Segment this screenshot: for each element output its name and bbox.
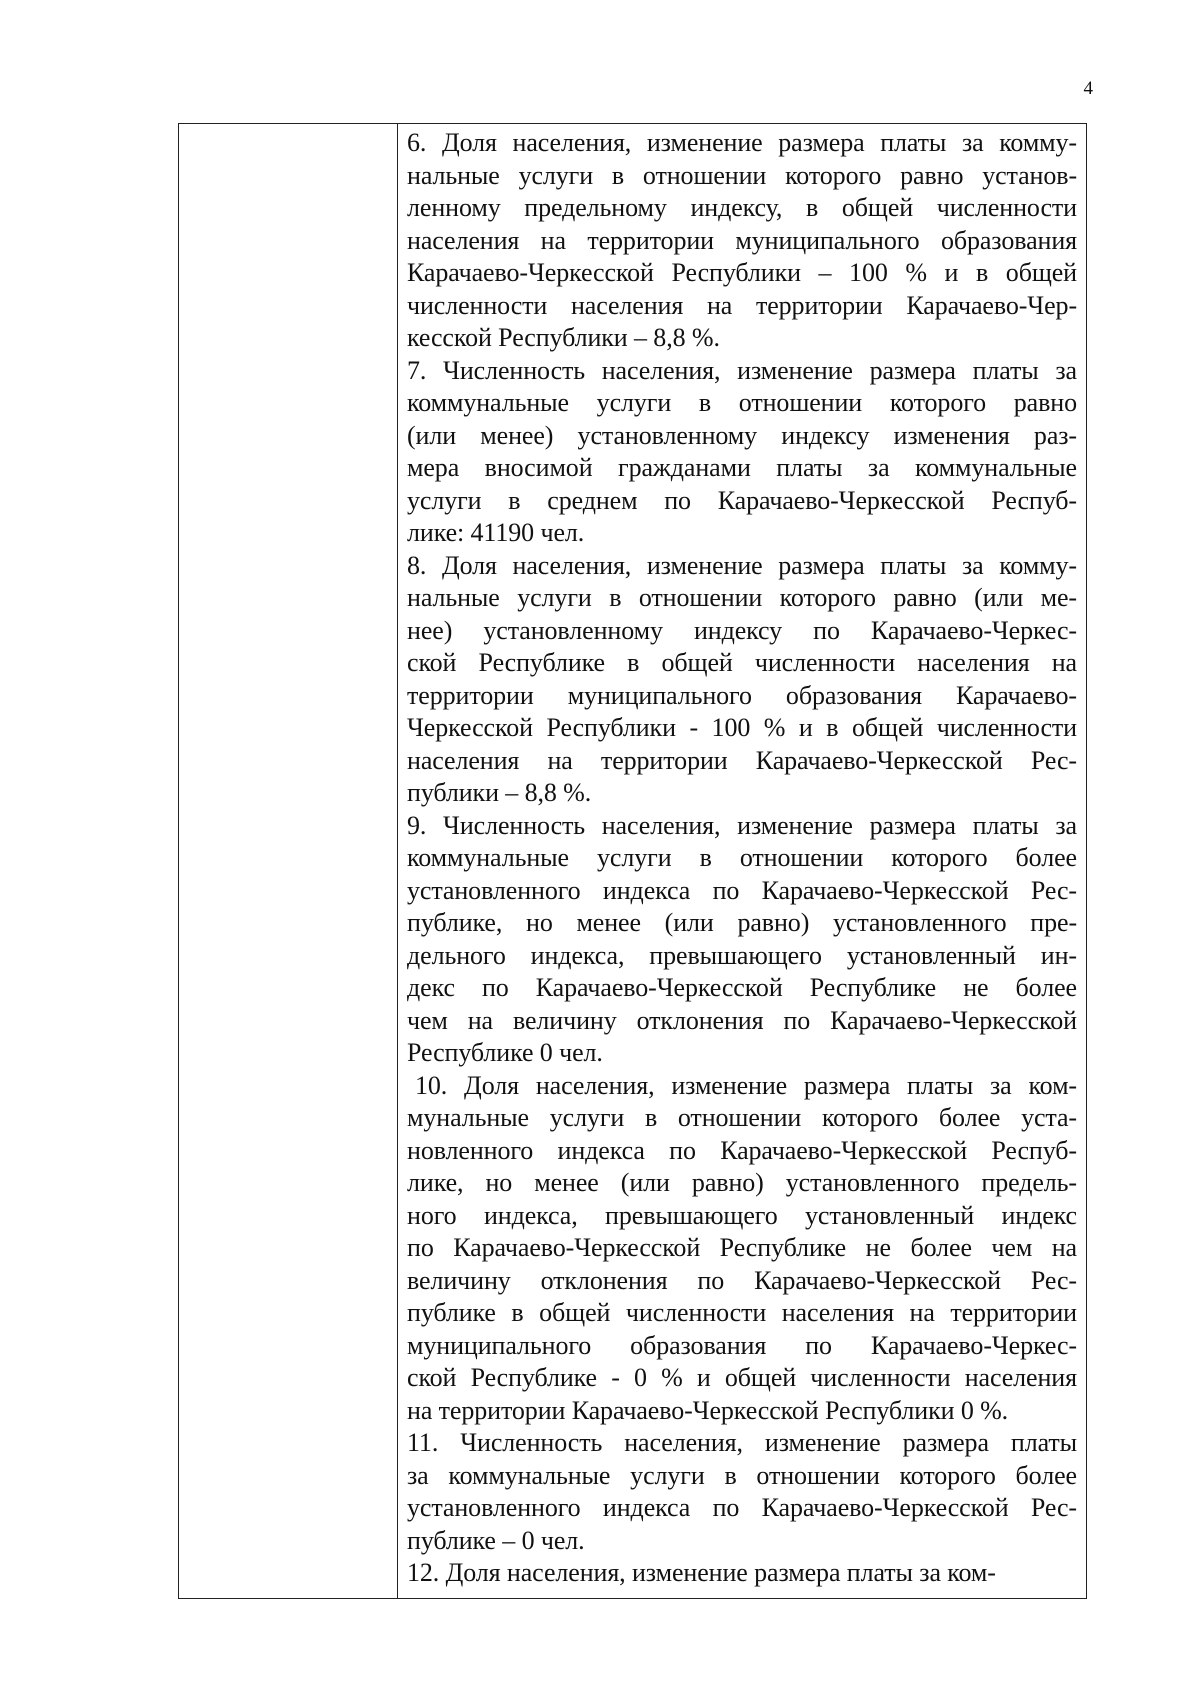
text-line: Карачаево-Черкесской Республики – 100 % и в общей bbox=[407, 258, 1077, 287]
text-line: 12. Доля населения, изменение размера платы за ком- bbox=[407, 1558, 996, 1587]
text-line: публике – 0 чел. bbox=[407, 1525, 585, 1555]
paragraph-item-6 bbox=[407, 127, 1077, 355]
text-line: территории муниципального образования Карачаево- bbox=[407, 680, 1077, 710]
table-right-cell bbox=[398, 124, 1086, 1598]
paragraph-item-7 bbox=[407, 355, 1077, 550]
text-line: коммунальные услуги в отношении которого более bbox=[407, 843, 1077, 872]
text-line: величину отклонения по Карачаево-Черкесской Рес- bbox=[407, 1265, 1077, 1295]
text-line: по Карачаево-Черкесской Республике не более чем на bbox=[407, 1233, 1077, 1262]
text-line: лике, но менее (или равно) установленного предель- bbox=[407, 1168, 1077, 1197]
text-line: Республике 0 чел. bbox=[407, 1038, 603, 1067]
text-line: дельного индекса, превышающего установленный ин- bbox=[407, 940, 1077, 970]
text-line: ской Республике - 0 % и общей численности населения bbox=[407, 1363, 1077, 1392]
table-left-cell bbox=[179, 124, 398, 1598]
text-line: нее) установленному индексу по Карачаево-Черкес- bbox=[407, 615, 1077, 645]
text-line: публике в общей численности населения на территории bbox=[407, 1298, 1077, 1327]
text-line: численности населения на территории Карачаево-Чер- bbox=[407, 290, 1077, 320]
text-line: мунальные услуги в отношении которого более уста- bbox=[407, 1103, 1077, 1132]
text-line: нальные услуги в отношении которого равно (или ме- bbox=[407, 583, 1077, 612]
text-line: 11. Численность населения, изменение размера платы bbox=[407, 1428, 1077, 1457]
text-line: населения на территории муниципального образования bbox=[407, 225, 1077, 255]
text-line: нальные услуги в отношении которого равно установ- bbox=[407, 160, 1077, 190]
text-line: чем на величину отклонения по Карачаево-Черкесской bbox=[407, 1005, 1077, 1035]
paragraph-item-9 bbox=[407, 810, 1077, 1070]
text-line: 7. Численность населения, изменение размера платы за bbox=[407, 355, 1077, 385]
text-line: 8. Доля населения, изменение размера платы за комму- bbox=[407, 550, 1077, 580]
text-line: кесской Республики – 8,8 %. bbox=[407, 323, 720, 352]
text-line: услуги в среднем по Карачаево-Черкесской Респуб- bbox=[407, 485, 1077, 515]
paragraph-item-8 bbox=[407, 550, 1077, 810]
paragraph-item-12 bbox=[407, 1557, 1077, 1590]
text-line: коммунальные услуги в отношении которого равно bbox=[407, 388, 1077, 417]
text-line: ленному предельному индексу, в общей численности bbox=[407, 193, 1077, 222]
text-line: 9. Численность населения, изменение размера платы за bbox=[407, 810, 1077, 840]
text-line: установленного индекса по Карачаево-Черкесской Рес- bbox=[407, 875, 1077, 905]
paragraph-item-11 bbox=[407, 1427, 1077, 1557]
text-line: ного индекса, превышающего установленный индекс bbox=[407, 1200, 1077, 1230]
text-line: 10. Доля населения, изменение размера платы за ком- bbox=[415, 1070, 1077, 1100]
text-line: Черкесской Республики - 100 % и в общей численности bbox=[407, 713, 1077, 742]
text-line: мера вносимой гражданами платы за коммунальные bbox=[407, 453, 1077, 482]
page-number: 4 bbox=[1083, 78, 1093, 99]
text-line: (или менее) установленному индексу изменения раз- bbox=[407, 420, 1077, 450]
text-line: новленного индекса по Карачаево-Черкесской Респуб- bbox=[407, 1135, 1077, 1165]
text-line: населения на территории Карачаево-Черкесской Рес- bbox=[407, 745, 1077, 775]
text-line: ской Республике в общей численности населения на bbox=[407, 648, 1077, 677]
text-line: публики – 8,8 %. bbox=[407, 778, 592, 807]
text-line: лике: 41190 чел. bbox=[407, 518, 585, 547]
text-line: муниципального образования по Карачаево-Черкес- bbox=[407, 1330, 1077, 1360]
text-line: 6. Доля населения, изменение размера платы за комму- bbox=[407, 128, 1077, 157]
text-line: на территории Карачаево-Черкесской Республики 0 %. bbox=[407, 1395, 1009, 1425]
text-line: установленного индекса по Карачаево-Черкесской Рес- bbox=[407, 1493, 1077, 1522]
paragraph-item-10 bbox=[407, 1070, 1077, 1428]
text-line: публике, но менее (или равно) установленного пре- bbox=[407, 908, 1077, 937]
text-line: декс по Карачаево-Черкесской Республике не более bbox=[407, 973, 1077, 1002]
text-line: за коммунальные услуги в отношении которого более bbox=[407, 1460, 1077, 1490]
document-table bbox=[178, 123, 1087, 1599]
